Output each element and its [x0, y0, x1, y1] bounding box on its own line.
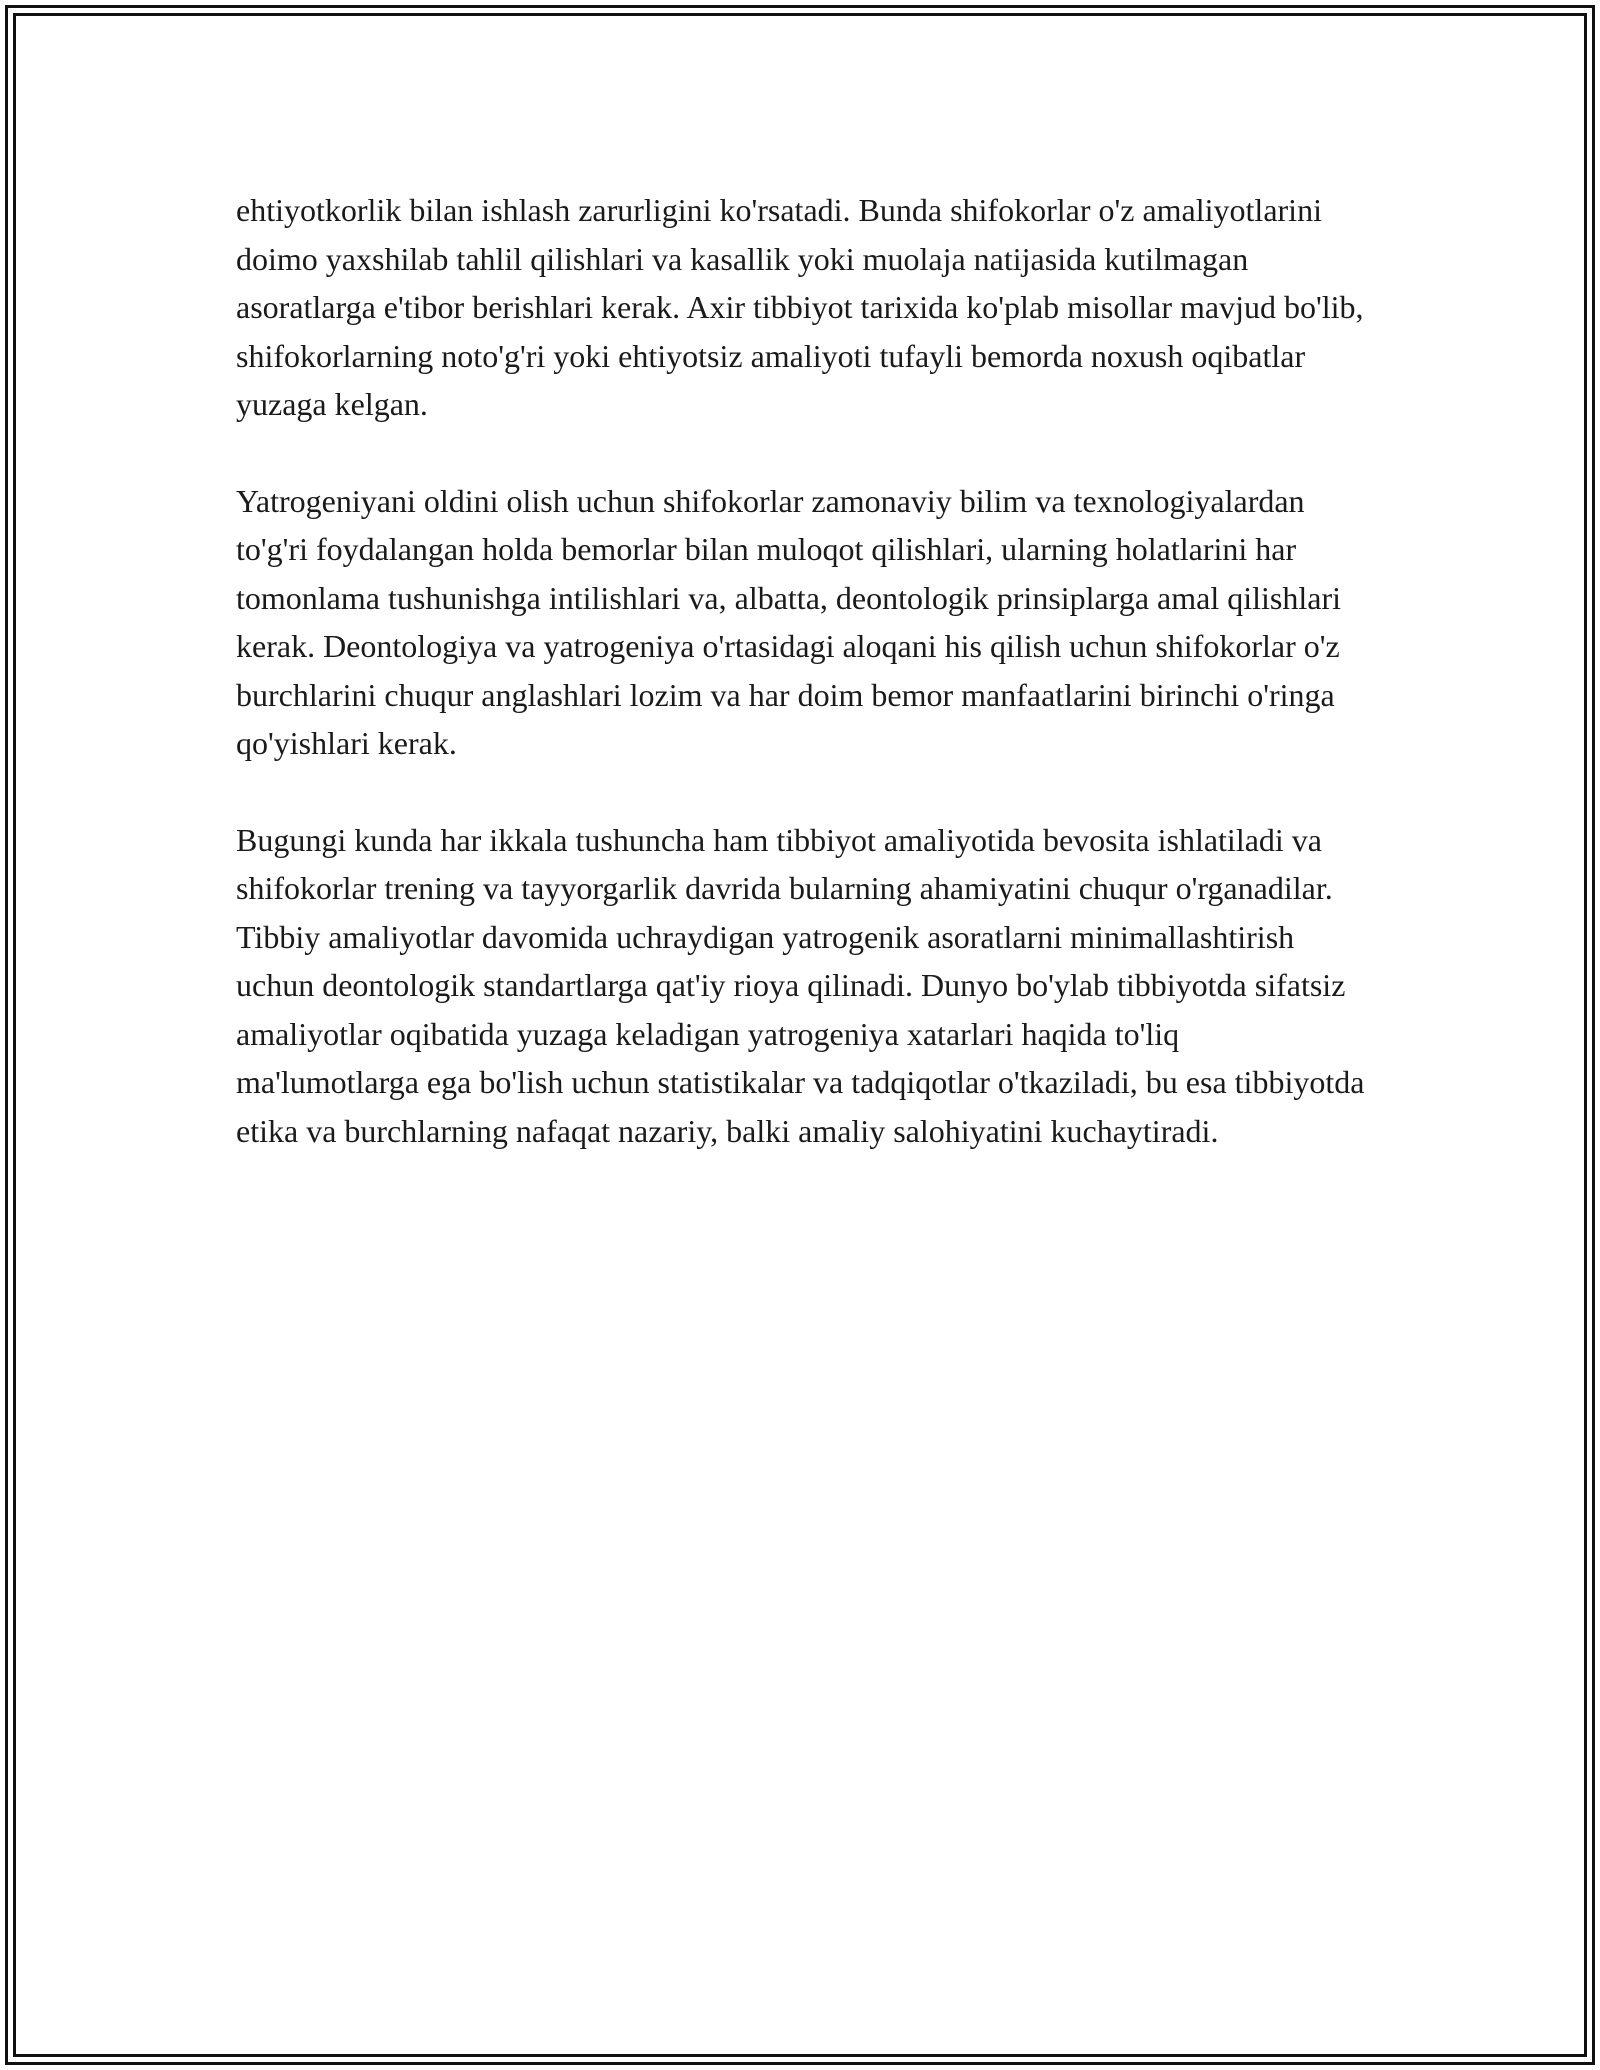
paragraph-1: ehtiyotkorlik bilan ishlash zarurligini ko'rsatadi. Bunda shifokorlar o'z amaliyotlarini doimo yaxshilab tahlil qilishlari va kasallik yoki muolaja natijasida kutilmagan asoratlarga e'tibor berishlari kerak. Axir tibbiyot tarixida ko'plab misollar mavjud bo'lib, shifokorlarning noto'g'ri yoki ehtiyotsiz amaliyoti tufayli bemorda noxush oqibatlar yuzaga kelgan.	[236, 192, 1364, 422]
document-body	[236, 186, 1366, 1203]
paragraph-3: Bugungi kunda har ikkala tushuncha ham tibbiyot amaliyotida bevosita ishlatiladi va shifokorlar trening va tayyorgarlik davrida bularning ahamiyatini chuqur o'rganadilar. Tibbiy amaliyotlar davomida uchraydigan yatrogenik asoratlarni minimallashtirish uchun deontologik standartlarga qat'iy rioya qilinadi. Dunyo bo'ylab tibbiyotda sifatsiz amaliyotlar oqibatida yuzaga keladigan yatrogeniya xatarlari haqida to'liq ma'lumotlarga ega bo'lish uchun statistikalar va tadqiqotlar o'tkaziladi, bu esa tibbiyotda etika va burchlarning nafaqat nazariy, balki amaliy salohiyatini kuchaytiradi.	[236, 821, 1365, 1149]
paragraph-2: Yatrogeniyani oldini olish uchun shifokorlar zamonaviy bilim va texnologiyalardan to'g'ri foydalangan holda bemorlar bilan muloqot qilishlari, ularning holatlarini har tomonlama tushunishga intilishlari va, albatta, deontologik prinsiplarga amal qilishlari kerak. Deontologiya va yatrogeniya o'rtasidagi aloqani his qilish uchun shifokorlar o'z burchlarini chuqur anglashlari lozim va har doim bemor manfaatlarini birinchi o'ringa qo'yishlari kerak.	[236, 482, 1341, 761]
